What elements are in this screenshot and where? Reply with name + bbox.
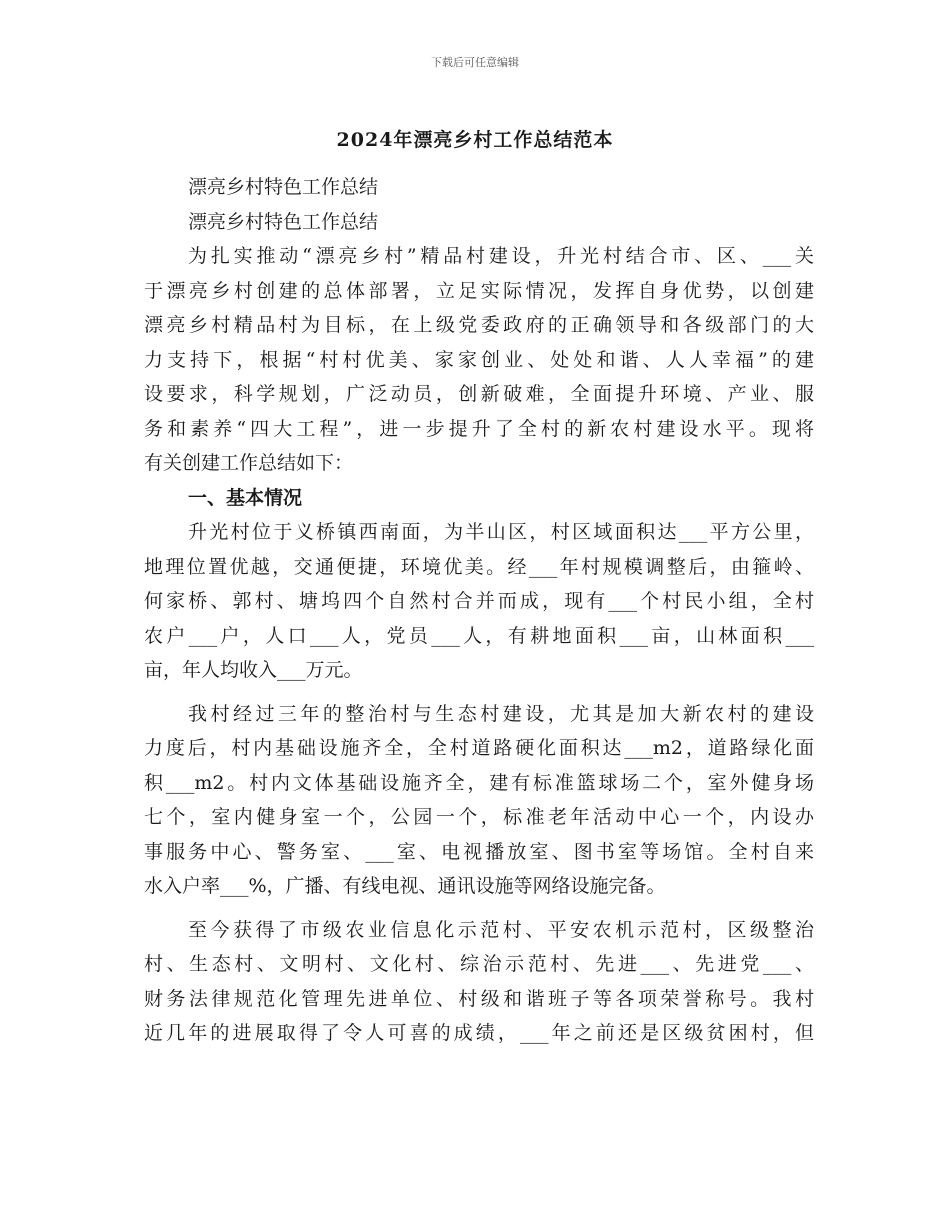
body-line: 于漂亮乡村创建的总体部署，立足实际情况，发挥自身优势，以创建 (144, 279, 814, 302)
body-line: 事服务中心、警务室、___室、电视播放室、图书室等场馆。全村自来 (144, 840, 814, 863)
body-line: 为扎实推动“漂亮乡村”精品村建设，升光村结合市、区、___关 (188, 245, 814, 267)
body-line: 亩，年人均收入___万元。 (144, 659, 363, 681)
document-body (144, 170, 814, 1051)
body-line: 水入户率___%，广播、有线电视、通讯设施等网络设施完备。 (144, 875, 666, 897)
body-line: 漂亮乡村精品村为目标，在上级党委政府的正确领导和各级部门的大 (144, 314, 814, 336)
body-line: 有关创建工作总结如下： (144, 452, 354, 474)
body-line: 力度后，村内基础设施齐全，全村道路硬化面积达___m2，道路绿化面 (144, 737, 814, 759)
paragraph-gap (144, 688, 814, 697)
body-line: 近几年的进展取得了令人可喜的成绩，___年之前还是区级贫困村，但 (144, 1022, 814, 1044)
body-line: 地理位置优越，交通便捷，环境优美。经___年村规模调整后，由箍岭、 (144, 555, 814, 578)
body-line: 设要求，科学规划，广泛动员，创新破难，全面提升环境、产业、服 (144, 383, 814, 405)
body-line: 财务法律规范化管理先进单位、村级和谐班子等各项荣誉称号。我村 (144, 987, 814, 1010)
document-title: 2024年漂亮乡村工作总结范本 (336, 129, 614, 151)
section-heading: 一、基本情况 (188, 486, 303, 509)
body-line: 力支持下，根据“村村优美、家家创业、处处和谐、人人幸福”的建 (144, 348, 814, 371)
body-line: 务和素养“四大工程”，进一步提升了全村的新农村建设水平。现将 (144, 417, 814, 440)
body-line: 漂亮乡村特色工作总结 (188, 210, 379, 233)
body-line: 村、生态村、文明村、文化村、综治示范村、先进___、先进党___、 (144, 953, 814, 975)
body-line: 至今获得了市级农业信息化示范村、平安农机示范村，区级整治 (188, 918, 814, 941)
body-line: 农户___户，人口___人，党员___人，有耕地面积___亩，山林面积___ (144, 624, 814, 647)
body-line: 漂亮乡村特色工作总结 (188, 176, 379, 198)
body-line: 升光村位于义桥镇西南面，为半山区，村区域面积达___平方公里， (188, 521, 814, 543)
paragraph-gap (144, 904, 814, 913)
body-line: 我村经过三年的整治村与生态村建设，尤其是加大新农村的建设 (188, 702, 814, 725)
header-note: 下载后可任意编辑 (431, 56, 519, 69)
body-line: 七个，室内健身室一个，公园一个，标准老年活动中心一个，内设办 (144, 806, 814, 828)
body-line: 何家桥、郭村、塘坞四个自然村合并而成，现有___个村民小组，全村 (144, 590, 814, 612)
body-line: 积___m2。村内文体基础设施齐全，建有标准篮球场二个，室外健身场 (144, 771, 814, 794)
